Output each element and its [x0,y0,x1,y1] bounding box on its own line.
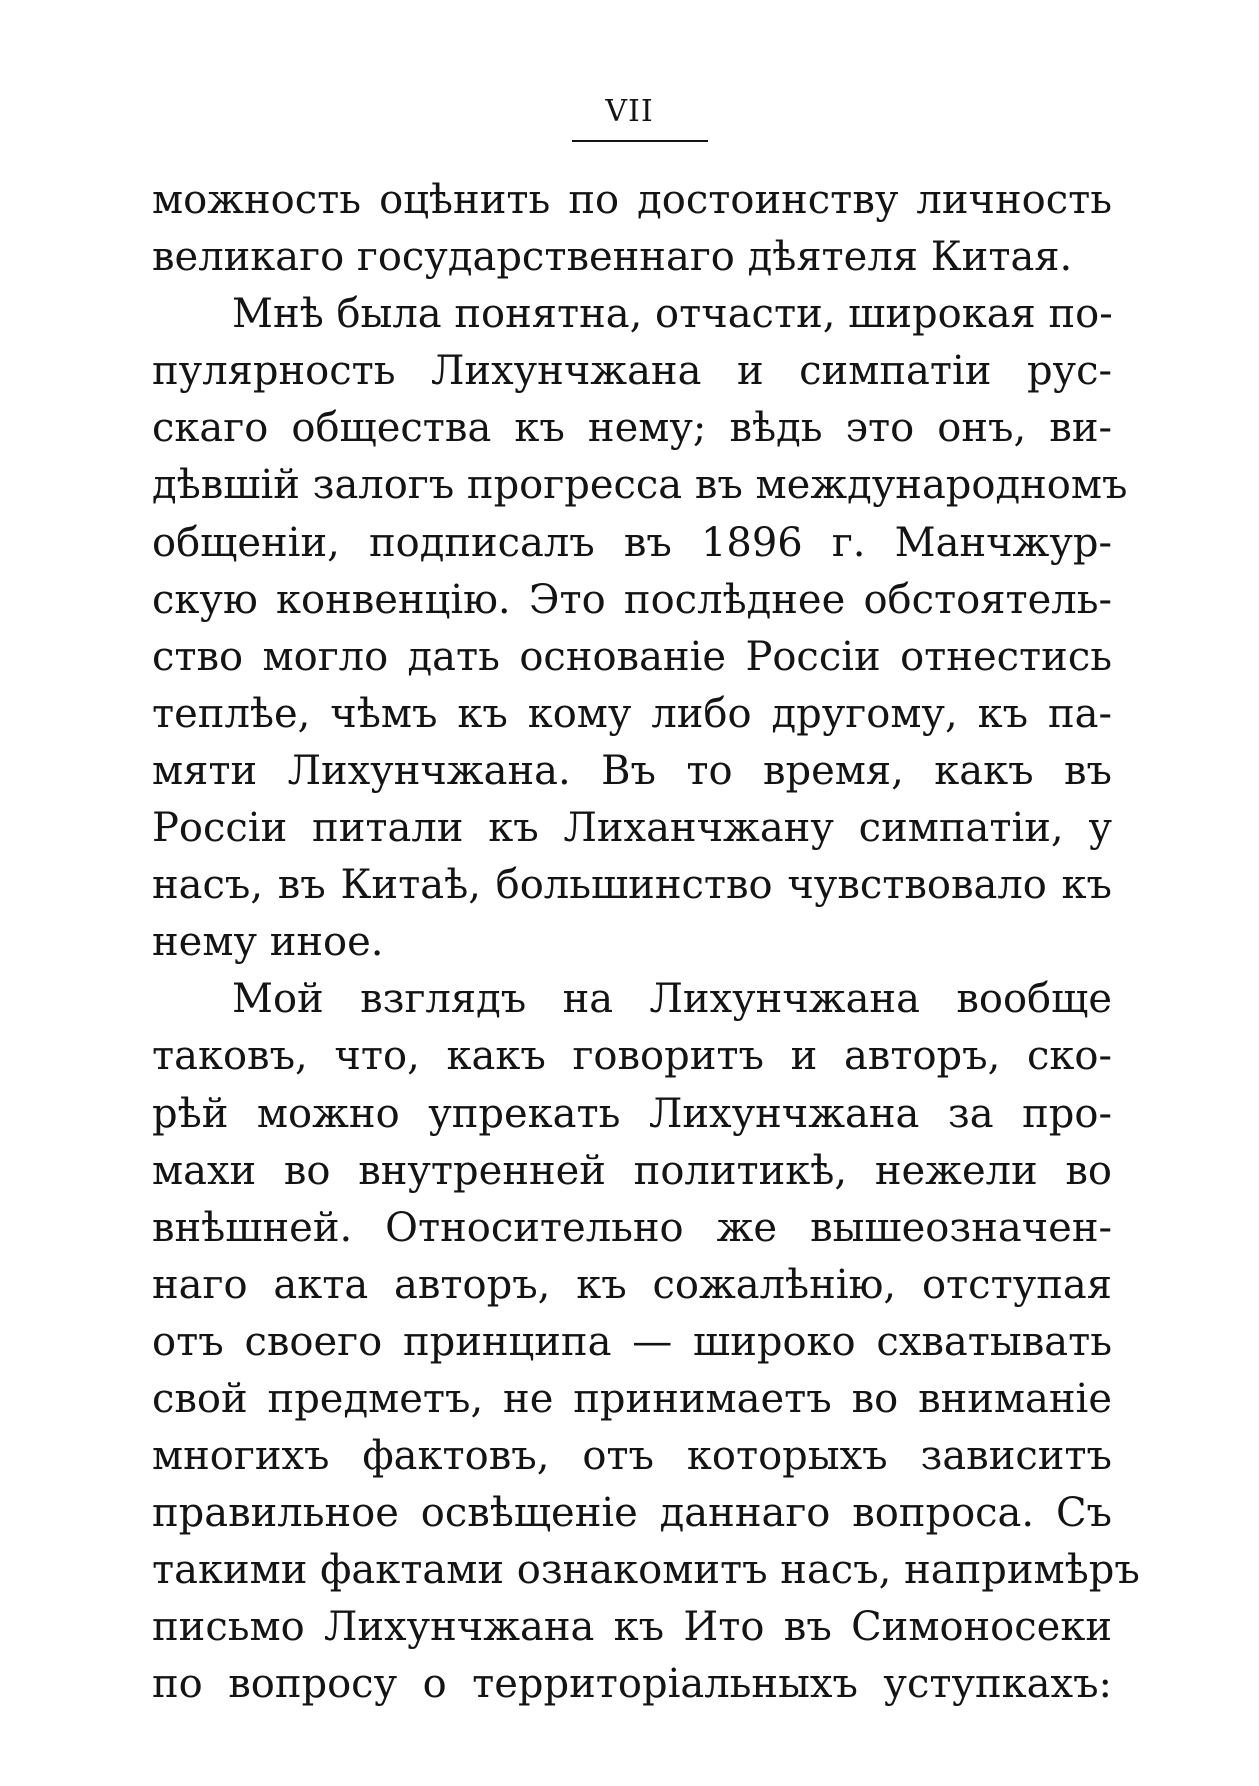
text-line: махи во внутренней политикѣ, нежели во [152,1147,1112,1194]
text-line: скаго общества къ нему; вѣдь это онъ, ви- [152,405,1112,452]
text-line: Мой взглядъ на Лихунчжана вообще [232,976,1112,1023]
text-line: свой предметъ, не принимаетъ во вниманіе [152,1375,1112,1422]
text-line: теплѣе, чѣмъ къ кому либо другому, къ па- [152,690,1112,737]
text-line: отъ своего принципа — широко схватывать [152,1318,1112,1365]
text-line: таковъ, что, какъ говоритъ и авторъ, ско- [152,1033,1112,1080]
body-text [152,172,1140,1714]
text-line: Россіи питали къ Лиханчжану симпатіи, у [152,805,1112,852]
text-line: правильное освѣщеніе даннаго вопроса. Съ [152,1490,1112,1537]
text-line: наго акта авторъ, къ сожалѣнію, отступая [152,1261,1112,1308]
text-line: многихъ фактовъ, отъ которыхъ зависитъ [152,1433,1112,1480]
text-line: великаго государственнаго дѣятеля Китая. [152,234,1073,281]
text-line: по вопросу о территоріальныхъ уступкахъ: [152,1661,1112,1708]
text-line: скую конвенцію. Это послѣднее обстоятель- [152,576,1112,623]
text-line: письмо Лихунчжана къ Ито въ Симоносеки [152,1604,1112,1651]
text-line: насъ, въ Китаѣ, большинство чувствовало къ [152,862,1112,909]
text-line: пулярность Лихунчжана и симпатіи рус- [152,348,1112,395]
text-line: можность оцѣнить по достоинству личность [152,177,1112,223]
text-line: ство могло дать основаніе Россіи отнестись [152,633,1112,680]
text-line: нему иное. [152,919,384,966]
header-rule [572,140,708,142]
text-line: дѣвшій залогъ прогресса въ международномъ [152,462,1128,509]
text-line: такими фактами ознакомитъ насъ, напримѣръ [152,1547,1140,1594]
text-line: общеніи, подписалъ въ 1896 г. Манчжур- [152,519,1112,566]
text-line: рѣй можно упрекать Лихунчжана за про- [152,1090,1112,1137]
text-line: мяти Лихунчжана. Въ то время, какъ въ [152,747,1112,794]
text-line: Мнѣ была понятна, отчасти, широкая по- [232,291,1113,338]
text-line: внѣшней. Относительно же вышеозначен- [152,1204,1112,1251]
page-number: VII [605,94,654,129]
